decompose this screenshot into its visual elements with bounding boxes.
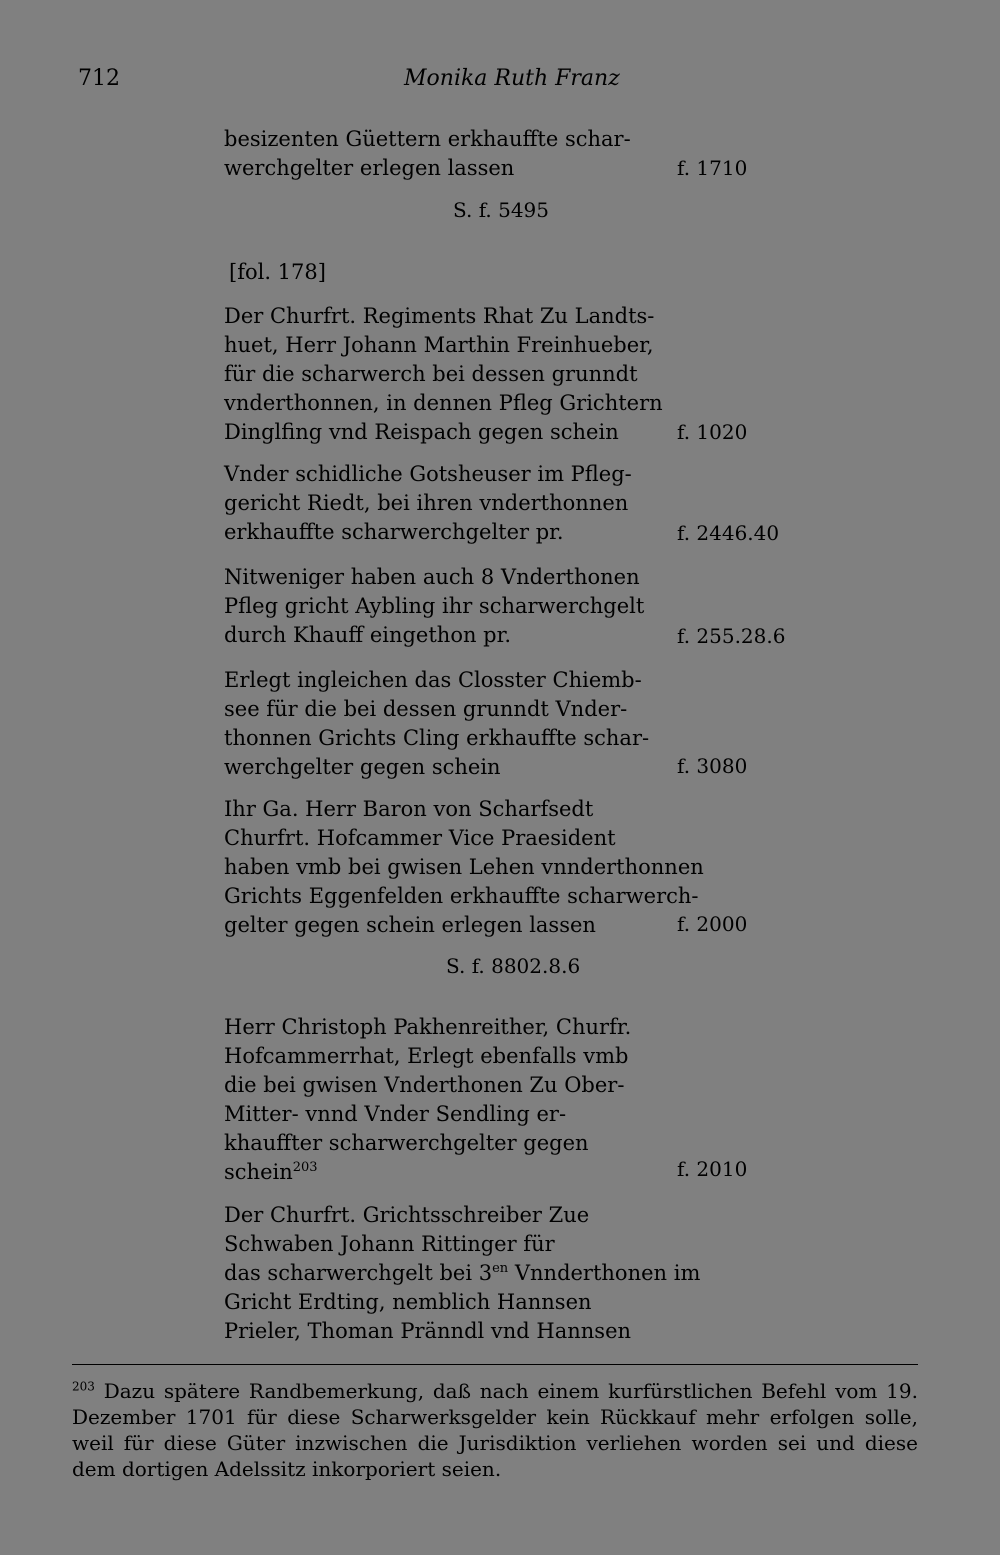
entry-amount: f. 3080 — [677, 754, 748, 778]
entry-line: Schwaben Johann Rittinger für — [224, 1232, 555, 1256]
entry-line: Hofcammerrhat, Erlegt ebenfalls vmb — [224, 1044, 629, 1068]
entry-line: für die scharwerch bei dessen grunndt — [224, 362, 638, 386]
entry-line: Herr Christoph Pakhenreither, Churfr. — [224, 1015, 632, 1039]
entry-line: Ihr Ga. Herr Baron von Scharfsedt — [224, 797, 594, 821]
footnote-text: Dazu spätere Randbemerkung, daß nach einem kurfürstlichen Befehl vom 19. Dezember 1701 für diese Scharwerksgelder kein Rückkauf mehr erfolgen solle, weil für diese Güter inzwischen die Jurisdiktion verliehen worden sei und diese dem dortigen Adelssitz inkorporiert seien. — [72, 1379, 918, 1481]
entry-line: vnderthonnen, in dennen Pfleg Grichtern — [224, 391, 663, 415]
entry-line: erkhauffte scharwerchgelter pr. — [224, 520, 564, 544]
entry-line: werchgelter erlegen lassen — [224, 156, 515, 180]
ledger-entry — [224, 302, 684, 447]
entry-line: haben vmb bei gwisen Lehen vnnderthonnen — [224, 855, 704, 879]
entry-amount: f. 1710 — [677, 156, 748, 180]
entry-line: khauffter scharwerchgelter gegen — [224, 1131, 589, 1155]
page-number: 712 — [78, 66, 120, 91]
entry-line: Gricht Erdting, nemblich Hannsen — [224, 1290, 592, 1314]
entry-line: Mitter- vnnd Vnder Sendling er- — [224, 1102, 567, 1126]
entry-amount: f. 2000 — [677, 912, 748, 936]
entry-line: gelter gegen schein erlegen lassen — [224, 913, 596, 937]
subtotal: S. f. 8802.8.6 — [446, 954, 581, 978]
entry-line: Churfrt. Hofcammer Vice Praesident — [224, 826, 616, 850]
entry-line: see für die bei dessen grunndt Vnder- — [224, 697, 628, 721]
entry-line: die bei gwisen Vnderthonen Zu Ober- — [224, 1073, 625, 1097]
entry-line: Der Churfrt. Regiments Rhat Zu Landts- — [224, 304, 655, 328]
entry-line: huet, Herr Johann Marthin Freinhueber, — [224, 333, 654, 357]
ledger-entry — [224, 1013, 684, 1187]
ledger-entry — [224, 1201, 701, 1346]
entry-line: Der Churfrt. Grichtsschreiber Zue — [224, 1203, 590, 1227]
entry-amount: f. 255.28.6 — [677, 624, 786, 648]
footnote — [72, 1378, 918, 1482]
footnote-reference: 203 — [292, 1160, 318, 1175]
entry-line-text: das scharwerchgelt bei 3 — [224, 1261, 493, 1285]
entry-line: Grichts Eggenfelden erkhauffte scharwerch- — [224, 884, 699, 908]
footnote-divider — [72, 1364, 918, 1365]
entry-line: Nitweniger haben auch 8 Vnderthonen — [224, 565, 640, 589]
footnote-number: 203 — [72, 1379, 95, 1394]
ordinal-suffix: en — [492, 1261, 509, 1276]
entry-line: Vnder schidliche Gotsheuser im Pfleg- — [224, 462, 632, 486]
entry-line: Pfleg gricht Aybling ihr scharwerchgelt — [224, 594, 645, 618]
entry-line — [224, 1158, 684, 1187]
subtotal: S. f. 5495 — [453, 198, 550, 222]
entry-line: besizenten Güettern erkhauffte schar- — [224, 127, 631, 151]
entry-line-text: schein — [224, 1160, 293, 1184]
entry-line: durch Khauff eingethon pr. — [224, 623, 512, 647]
ledger-entry — [224, 666, 684, 782]
ledger-entry — [224, 563, 684, 650]
entry-amount: f. 2010 — [677, 1157, 748, 1181]
entry-line: Prieler, Thoman Pränndl vnd Hannsen — [224, 1319, 632, 1343]
entry-line — [224, 1259, 701, 1288]
ledger-entry — [224, 125, 684, 183]
entry-line: werchgelter gegen schein — [224, 755, 501, 779]
entry-line-text: Vnnderthonen im — [508, 1261, 701, 1285]
ledger-entry — [224, 795, 704, 940]
entry-line: thonnen Grichts Cling erkhauffte schar- — [224, 726, 650, 750]
entry-line: Erlegt ingleichen das Closster Chiemb- — [224, 668, 642, 692]
folio-marker: [fol. 178] — [229, 260, 326, 284]
ledger-entry — [224, 460, 684, 547]
running-head-author: Monika Ruth Franz — [404, 66, 620, 91]
entry-amount: f. 2446.40 — [677, 521, 780, 545]
entry-line: Dinglfing vnd Reispach gegen schein — [224, 420, 619, 444]
entry-line: gericht Riedt, bei ihren vnderthonnen — [224, 491, 629, 515]
entry-amount: f. 1020 — [677, 420, 748, 444]
